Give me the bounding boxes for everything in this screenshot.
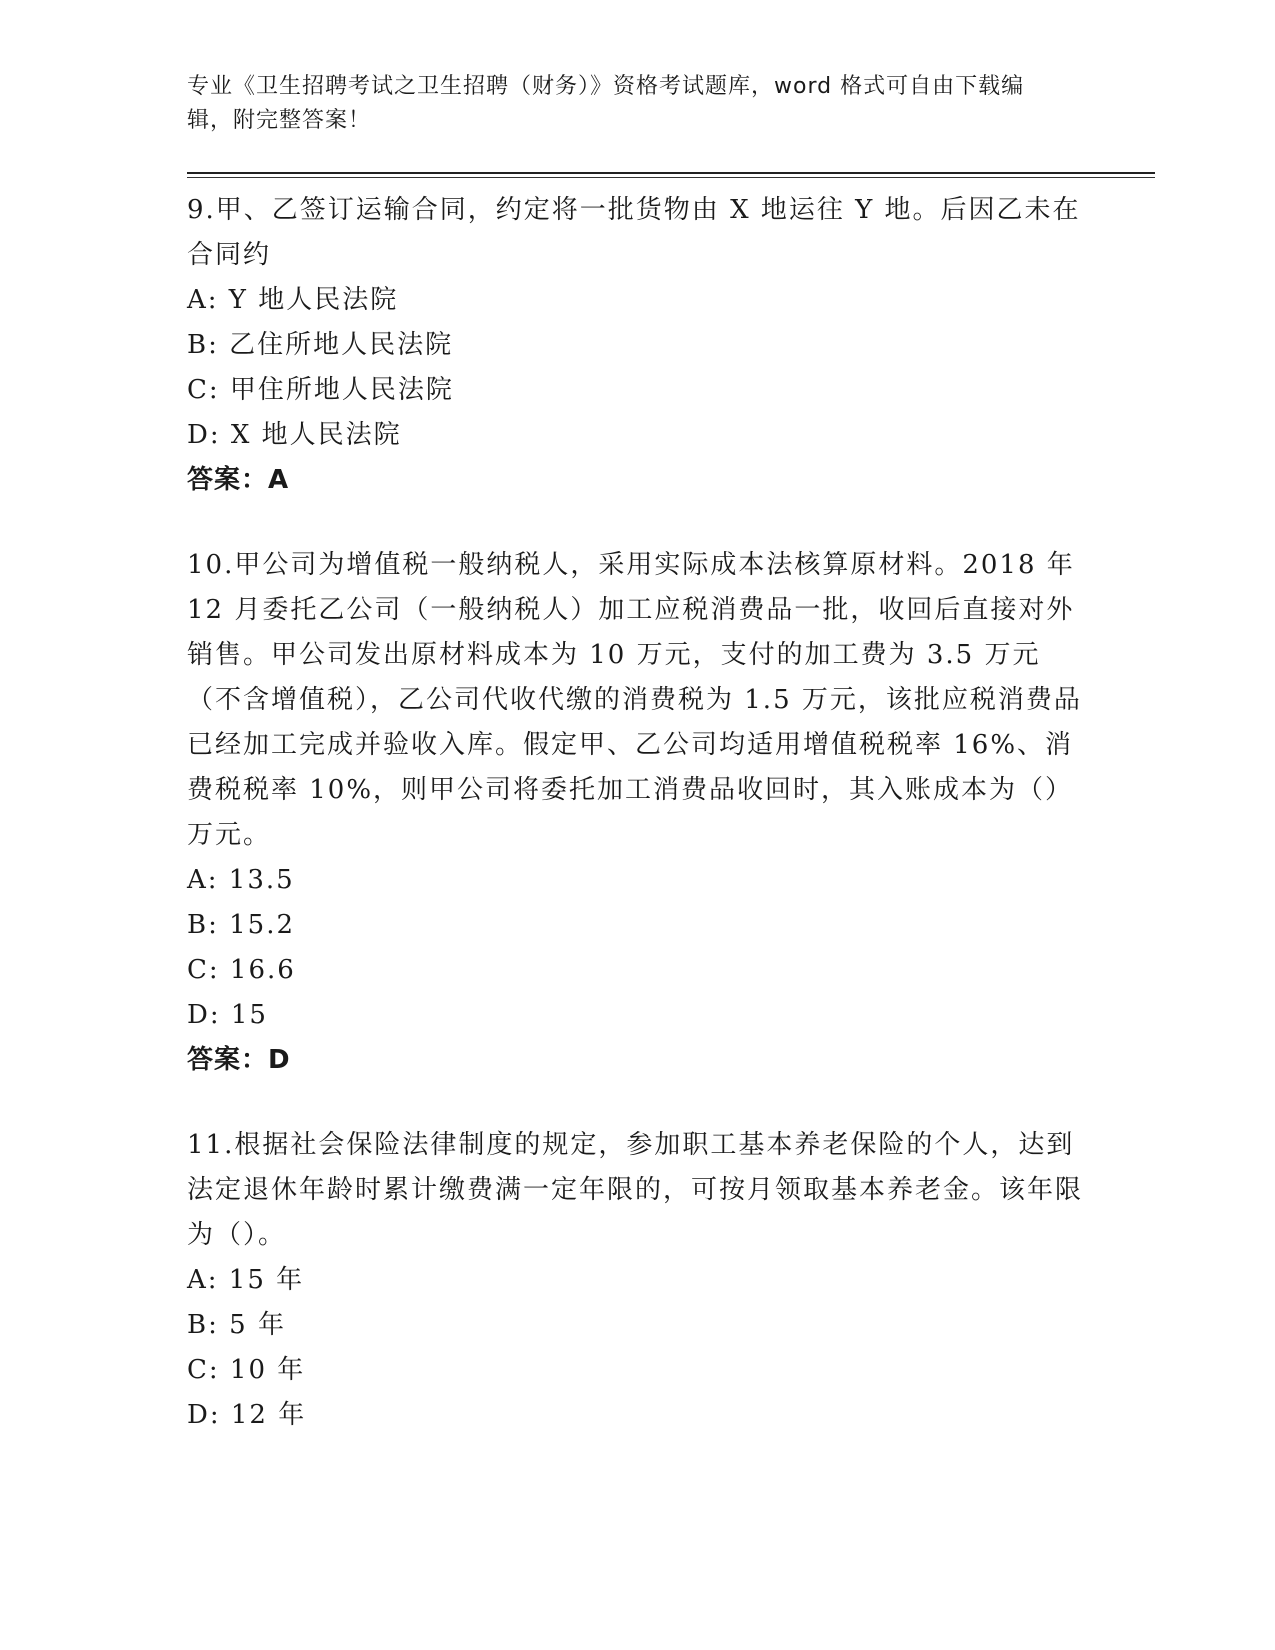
document-header: 专业《卫生招聘考试之卫生招聘（财务）》资格考试题库，word 格式可自由下载编辑，附完整答案！ [187, 74, 1025, 133]
question-list [187, 188, 1087, 1478]
question-stem: 11.根据社会保险法律制度的规定，参加职工基本养老保险的个人，达到法定退休年龄时累计缴费满一定年限的，可按月领取基本养老金。该年限为（）。 [187, 1130, 1084, 1250]
option-b: B: 乙住所地人民法院 [187, 330, 454, 360]
option-c: C: 10 年 [187, 1355, 306, 1385]
option-b: B: 5 年 [187, 1310, 286, 1340]
option-c: C: 甲住所地人民法院 [187, 375, 454, 405]
header-divider-top [187, 172, 1155, 174]
question-9 [187, 188, 1087, 503]
option-a: A: 15 年 [187, 1265, 305, 1295]
question-stem: 9.甲、乙签订运输合同，约定将一批货物由 X 地运往 Y 地。后因乙未在合同约 [187, 195, 1081, 270]
option-d: D: 12 年 [187, 1400, 307, 1430]
document-page [187, 70, 1147, 138]
answer-line: 答案：D [187, 1045, 291, 1075]
question-stem: 10.甲公司为增值税一般纳税人，采用实际成本法核算原材料。2018 年 12 月委托乙公司（一般纳税人）加工应税消费品一批，收回后直接对外销售。甲公司发出原材料成本为 10 万元，支付的加工费为 3.5 万元（不含增值税），乙公司代收代缴的消费税为 1.5 万元，该批应税消费品已经加工完成并验收入库。假定甲、乙公司均适用增值税税率 16%、消费税税率 10%，则甲公司将委托加工消费品收回时，其入账成本为（）万元。 [187, 550, 1086, 850]
option-d: D: X 地人民法院 [187, 420, 402, 450]
question-10 [187, 543, 1087, 1083]
option-a: A: Y 地人民法院 [187, 285, 399, 315]
option-d: D: 15 [187, 1000, 268, 1030]
option-c: C: 16.6 [187, 955, 296, 985]
answer-line: 答案：A [187, 465, 290, 495]
option-a: A: 13.5 [187, 865, 295, 895]
header-divider-bottom [187, 177, 1155, 178]
question-11 [187, 1123, 1087, 1438]
option-b: B: 15.2 [187, 910, 296, 940]
